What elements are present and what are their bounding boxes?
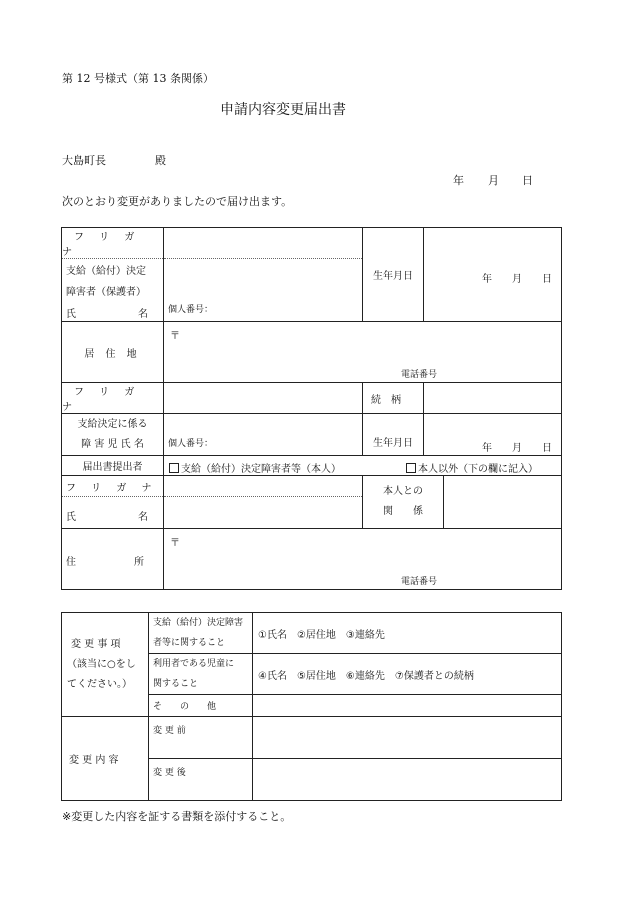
applicant-table bbox=[61, 227, 562, 456]
birthdate-label-cell bbox=[363, 228, 424, 322]
change-items-line3: てください。） bbox=[67, 678, 132, 690]
sub-address-right: 所 bbox=[134, 557, 144, 568]
after-label: 変 更 後 bbox=[153, 768, 186, 778]
residence-label-cell bbox=[62, 322, 164, 383]
category1-options[interactable] bbox=[253, 613, 562, 654]
category2-label-cell bbox=[149, 654, 253, 695]
name-label-cell bbox=[62, 301, 164, 322]
option-self[interactable] bbox=[169, 460, 341, 475]
category2-line1: 利用者である児童に bbox=[153, 659, 235, 669]
change-content-label: 変 更 内 容 bbox=[69, 755, 119, 766]
honorific: 殿 bbox=[155, 154, 166, 167]
category2-options-text: ④氏名 ⑤居住地 ⑥連絡先 ⑦保護者との続柄 bbox=[258, 670, 474, 682]
form-number: 第 12 号様式（第 13 条関係） bbox=[62, 72, 214, 85]
change-items-label-cell bbox=[62, 613, 149, 717]
birth-day-label: 日 bbox=[542, 274, 552, 285]
child-name-input[interactable] bbox=[164, 414, 363, 456]
after-input[interactable] bbox=[253, 759, 562, 801]
sub-furigana-input[interactable] bbox=[164, 476, 363, 497]
applicant-label-line1 bbox=[62, 259, 164, 280]
child-label-line2: 障 害 児 氏 名 bbox=[81, 438, 144, 450]
child-label-cell bbox=[62, 414, 164, 456]
submitter-table bbox=[61, 455, 562, 590]
category1-line2: 者等に関すること bbox=[153, 638, 226, 648]
before-label: 変 更 前 bbox=[153, 726, 186, 736]
option-other-label: 本人以外（下の欄に記入） bbox=[418, 464, 538, 475]
birth-year-label: 年 bbox=[482, 274, 492, 285]
relationship-label-cell bbox=[363, 383, 424, 414]
phone-label: 電話番号 bbox=[401, 370, 438, 380]
sub-phone-label: 電話番号 bbox=[401, 577, 438, 587]
furigana2-label-cell bbox=[62, 383, 164, 414]
category3-label-cell bbox=[149, 695, 253, 717]
option-self-label: 支給（給付）決定障害者等（本人） bbox=[181, 464, 341, 475]
change-table bbox=[61, 612, 562, 801]
applicant-label-text1: 支給（給付）決定 bbox=[66, 265, 146, 277]
postal-mark: 〒 bbox=[170, 331, 180, 342]
category3-label: そ の 他 bbox=[153, 702, 217, 712]
checkbox-self[interactable] bbox=[169, 463, 179, 473]
before-input[interactable] bbox=[253, 717, 562, 759]
date-month-label: 月 bbox=[488, 174, 499, 187]
sub-postal-mark: 〒 bbox=[170, 538, 180, 549]
furigana-label-cell bbox=[62, 228, 164, 259]
relation-line2: 関 係 bbox=[383, 506, 423, 517]
sub-address-left: 住 bbox=[66, 557, 76, 568]
category1-label-cell bbox=[149, 613, 253, 654]
change-items-line1: 変 更 事 項 bbox=[71, 638, 121, 650]
relation-line1: 本人との bbox=[383, 486, 423, 497]
birthdate-label: 生年月日 bbox=[373, 271, 413, 282]
category2-options[interactable] bbox=[253, 654, 562, 695]
birth-month-label: 月 bbox=[512, 274, 522, 285]
date-day-label: 日 bbox=[522, 174, 533, 187]
birth2-day-label: 日 bbox=[542, 443, 552, 454]
sub-address-input[interactable] bbox=[164, 529, 562, 590]
after-label-cell bbox=[149, 759, 253, 801]
option-other[interactable] bbox=[406, 460, 538, 475]
furigana-input[interactable] bbox=[164, 228, 363, 259]
name-shi: 氏 bbox=[66, 308, 76, 320]
addressee: 大島町長 bbox=[62, 154, 106, 167]
intro-text: 次のとおり変更がありましたので届け出ます。 bbox=[62, 195, 293, 208]
sub-name-mei: 名 bbox=[138, 512, 148, 523]
child-furigana-input[interactable] bbox=[164, 383, 363, 414]
furigana-label: フ リ ガ ナ bbox=[62, 232, 141, 258]
submitter-label-cell bbox=[62, 456, 164, 476]
category1-line1: 支給（給付）決定障害 bbox=[153, 618, 244, 628]
sub-name-label-cell bbox=[62, 497, 164, 529]
birthdate2-input[interactable] bbox=[424, 414, 562, 456]
sub-furigana-label: フ リ ガ ナ bbox=[66, 482, 158, 494]
birth2-year-label: 年 bbox=[482, 443, 492, 454]
birthdate-input[interactable] bbox=[424, 228, 562, 322]
change-items-line2: （該当に○をし bbox=[67, 658, 136, 670]
relation-label-cell bbox=[363, 476, 444, 529]
submitter-label: 届出書提出者 bbox=[82, 462, 143, 473]
checkbox-other[interactable] bbox=[406, 463, 416, 473]
date-year-label: 年 bbox=[453, 174, 464, 187]
name-mei: 名 bbox=[138, 308, 148, 320]
category2-line2: 関すること bbox=[153, 679, 199, 689]
furigana2-label: フ リ ガ ナ bbox=[62, 387, 141, 413]
birthdate2-label: 生年月日 bbox=[373, 438, 413, 449]
residence-label: 居 住 地 bbox=[84, 348, 141, 360]
relation-input[interactable] bbox=[444, 476, 562, 529]
applicant-label-text2: 障害者（保護者） bbox=[66, 286, 146, 298]
applicant-name-input[interactable] bbox=[164, 259, 363, 322]
category1-options-text: ①氏名 ②居住地 ③連絡先 bbox=[258, 629, 385, 641]
sub-name-shi: 氏 bbox=[66, 512, 76, 523]
relationship-label: 続 柄 bbox=[371, 394, 401, 406]
sub-furigana-label-cell bbox=[62, 476, 164, 497]
sub-address-label-cell bbox=[62, 529, 164, 590]
birthdate2-label-cell bbox=[363, 414, 424, 456]
applicant-label-line2 bbox=[62, 280, 164, 301]
personal-number-label: 個人番号： bbox=[168, 305, 214, 315]
sub-name-input[interactable] bbox=[164, 497, 363, 529]
submitter-options bbox=[164, 456, 562, 476]
birth2-month-label: 月 bbox=[512, 443, 522, 454]
child-label-line1: 支給決定に係る bbox=[77, 418, 148, 430]
category3-input[interactable] bbox=[253, 695, 562, 717]
page-title: 申請内容変更届出書 bbox=[220, 102, 346, 118]
change-content-label-cell bbox=[62, 717, 149, 801]
before-label-cell bbox=[149, 717, 253, 759]
relationship-input[interactable] bbox=[424, 383, 562, 414]
footer-note: ※変更した内容を証する書類を添付すること。 bbox=[62, 810, 292, 823]
residence-input[interactable] bbox=[164, 322, 562, 383]
personal-number2-label: 個人番号： bbox=[168, 439, 214, 449]
